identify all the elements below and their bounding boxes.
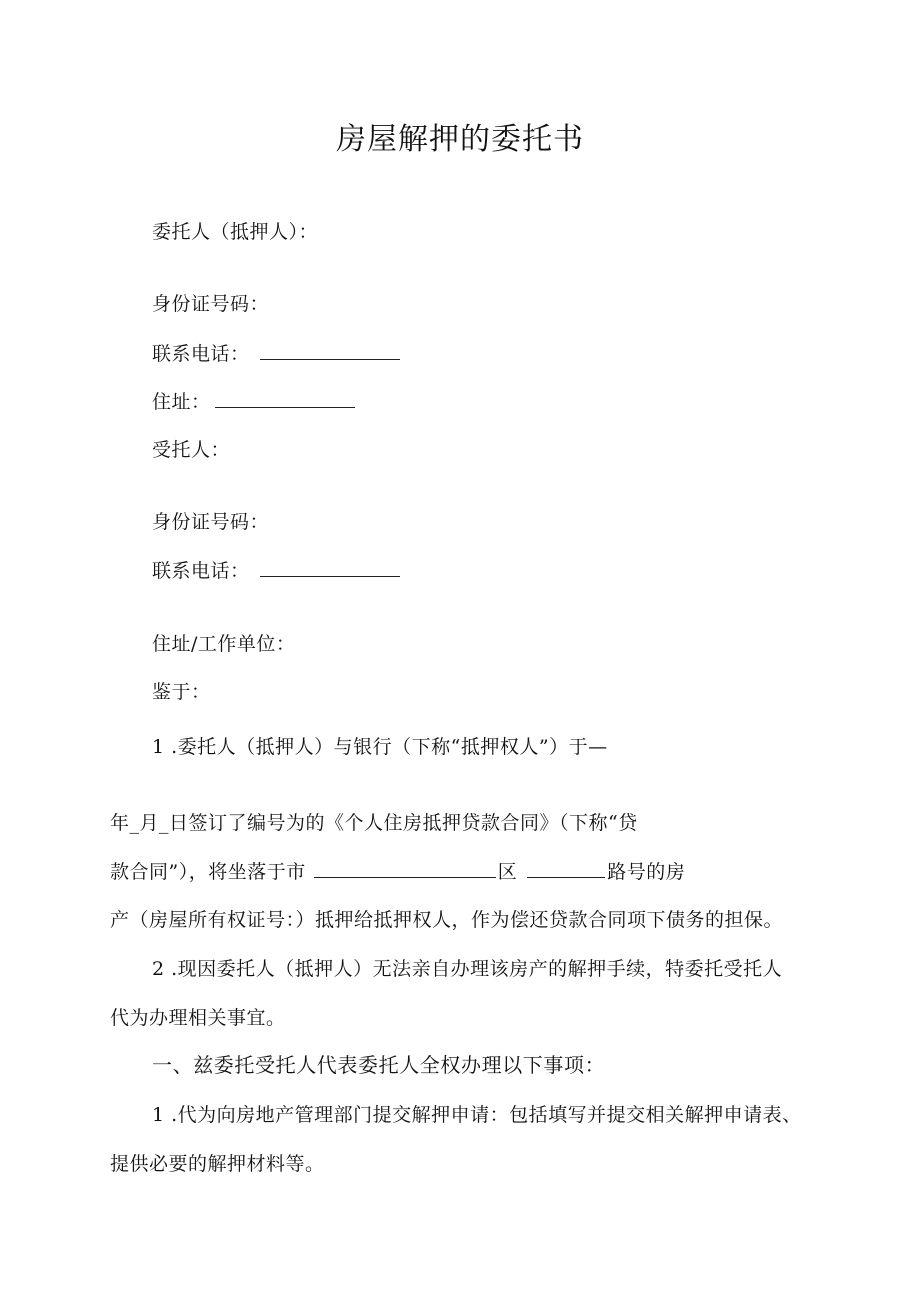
section1-heading: 一、兹委托受托人代表委托人全权办理以下事项： <box>152 1053 606 1077</box>
section1-item1-line1: 1 .代为向房地产管理部门提交解押申请：包括填写并提交相关解押申请表、 <box>152 1104 802 1126</box>
clause1-line4: 产（房屋所有权证号：）抵押给抵押权人，作为偿还贷款合同项下债务的担保。 <box>110 909 784 931</box>
document-title: 房屋解押的委托书 <box>336 122 584 157</box>
principal-address-label: 住址： <box>152 391 211 413</box>
agent-phone-label: 联系电话： <box>152 560 250 582</box>
principal-phone-row <box>152 342 400 366</box>
city-blank <box>314 861 496 878</box>
principal-id-label: 身份证号码： <box>152 293 270 315</box>
clause1-line3-b: 区 <box>497 861 518 883</box>
agent-phone-blank <box>260 560 400 577</box>
principal-phone-label: 联系电话： <box>152 343 250 365</box>
principal-address-blank <box>215 391 355 408</box>
section1-item1-line2: 提供必要的解押材料等。 <box>110 1153 325 1175</box>
principal-phone-blank <box>260 343 400 360</box>
whereas-label: 鉴于： <box>152 681 211 703</box>
clause2-line1: 2 .现因委托人（抵押人）无法亲自办理该房产的解押手续，特委托受托人 <box>152 958 783 980</box>
clause1-line1: 1 .委托人（抵押人）与银行（下称“抵押权人”）于— <box>152 736 608 758</box>
agent-phone-row <box>152 559 400 583</box>
clause1-line3 <box>110 860 685 884</box>
principal-address-row <box>152 390 355 414</box>
agent-label: 受托人： <box>152 439 231 461</box>
clause2-line2: 代为办理相关事宜。 <box>110 1007 286 1029</box>
agent-address-label: 住址/工作单位： <box>152 633 296 655</box>
clause1-line3-a: 款合同”），将坐落于市 <box>110 861 306 883</box>
clause1-line2: 年_月_日签订了编号为的《个人住房抵押贷款合同》（下称“贷 <box>110 812 638 834</box>
principal-label: 委托人（抵押人）： <box>152 221 319 243</box>
agent-id-label: 身份证号码： <box>152 511 270 533</box>
district-blank <box>527 861 605 878</box>
clause1-line3-c: 路号的房 <box>607 861 686 883</box>
